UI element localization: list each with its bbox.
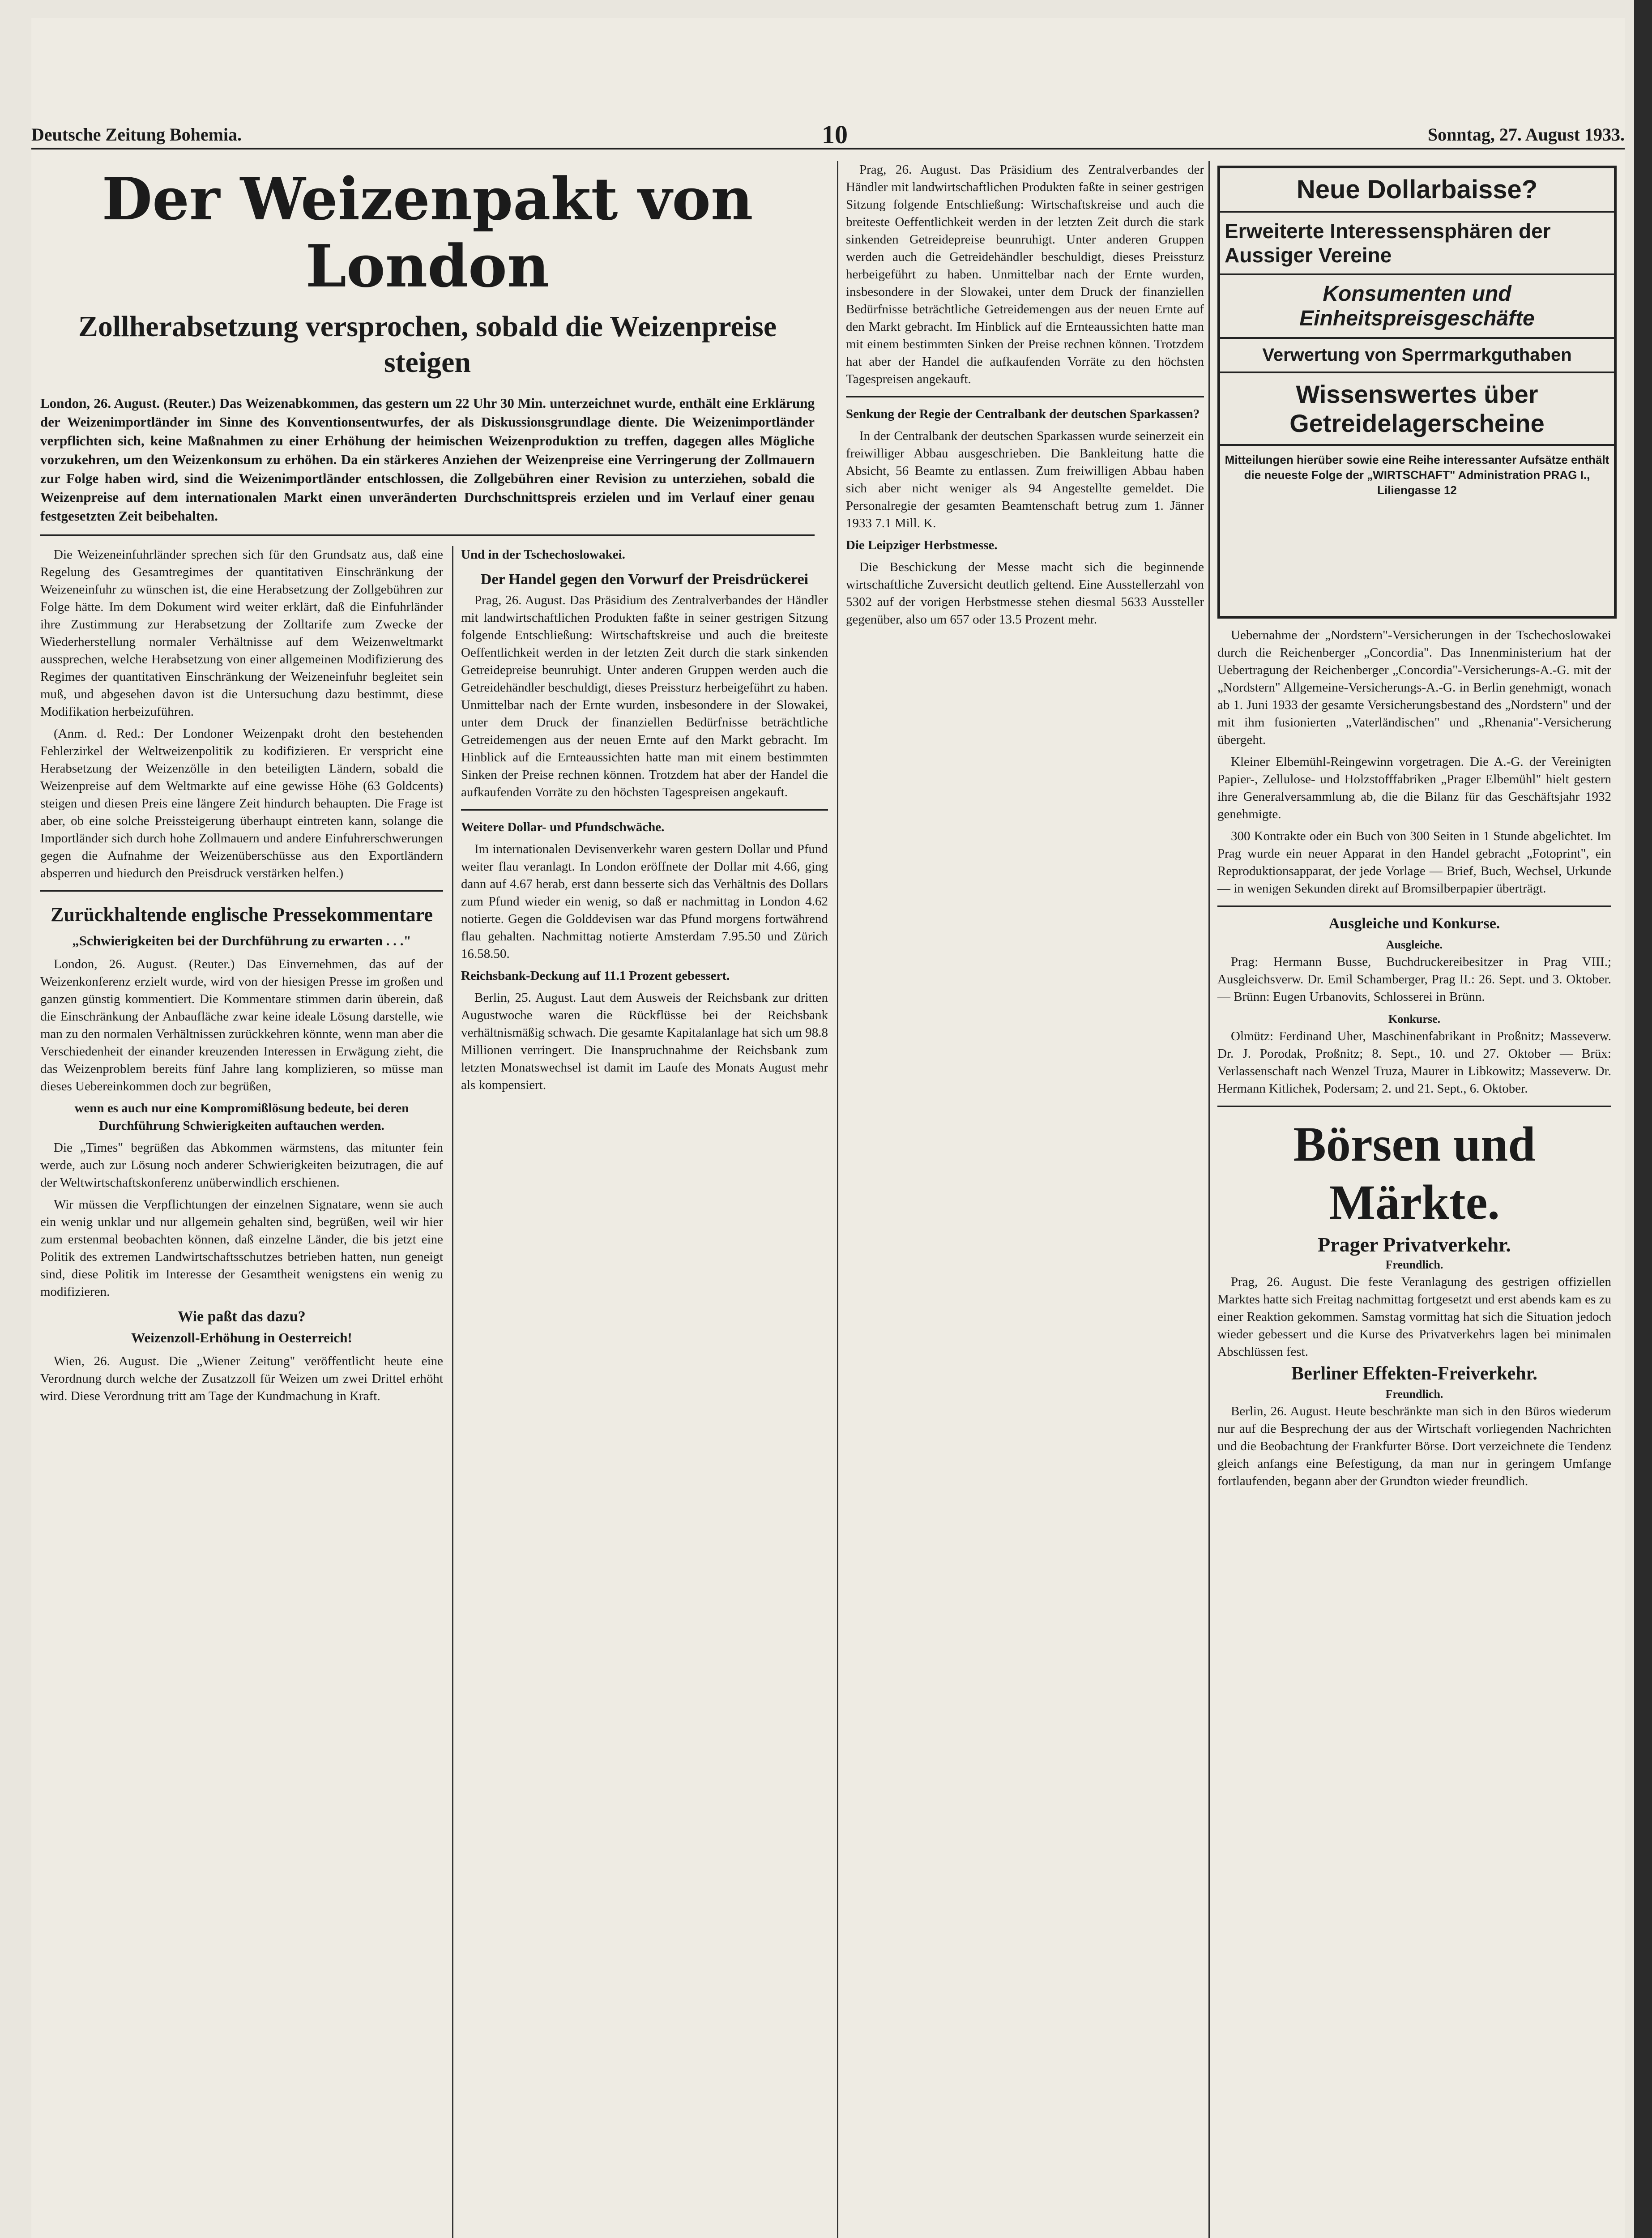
dollar-body: Im internationalen Devisenverkehr waren gestern Dollar und Pfund weiter flau veranlagt. In London eröffnete der Dollar mit 4.66, ging dann auf 4.67 herab, erst dann besserte sich das Verhältnis des Dollars zum Pfund wieder ein wenig, so daß er nachmittag in London 4.62 notierte. Gegen die Golddevisen war das Pfund morgens fortwährend flau gehalten. Nachmittag notierte Amsterdam 7.95.50 und Zürich 16.58.50. <box>461 842 828 961</box>
vienna-subhead: Weizenzoll-Erhöhung in Oesterreich! <box>131 1330 352 1345</box>
column-1 <box>40 546 443 1409</box>
divider <box>1217 1106 1611 1107</box>
divider <box>40 890 443 892</box>
reichsbank-headline: Reichsbank-Deckung auf 11.1 Prozent gebessert. <box>461 969 730 983</box>
bankruptcies-subhead: Konkurse. <box>1388 1012 1441 1025</box>
column-2 <box>461 546 828 1098</box>
leipzig-headline: Die Leipziger Herbstmesse. <box>846 538 998 552</box>
cz-continuation: Prag, 26. August. Das Präsidium des Zentralverbandes der Händler mit landwirtschaftlichen Produkten faßte in seiner gestrigen Sitzung folgende Entschließung: Wirtschaftskreise und auch die breiteste Oeffentlichkeit werden in der letzten Zeit durch die stark sinkenden Getreidepreise beunruhigt. Unter anderen Gruppen werden auch die Getreidehändler beschuldigt, dieses Preissturz herbeigeführt zu haben. Unmittelbar nach der Ernte wurden, insbesondere in der Slowakei, unter dem Druck der finanziellen Bedürfnisse beträchtliche Getreidemengen aus der neuen Ernte auf den Markt gebracht. Im Hinblick auf die Ernteaussichten hatte man mit einem bestimmten Sinken der Preise rechnen können. Trotzdem hat aber der Handel die aufkaufenden Vorräte zu den höchsten Tagespreisen angekauft. <box>846 162 1204 386</box>
newspaper-page <box>31 18 1625 2238</box>
insolvency-headline: Ausgleiche und Konkurse. <box>1328 915 1500 932</box>
english-press-subhead: „Schwierigkeiten bei der Durchführung zu erwarten . . ." <box>72 933 411 948</box>
main-headline: Der Weizenpakt von London <box>102 165 753 300</box>
markets-headline: Börsen und Märkte. <box>1293 1117 1536 1230</box>
issue-date: Sonntag, 27. August 1933. <box>1427 124 1625 145</box>
leipzig-body: Die Beschickung der Messe macht sich die beginnende wirtschaftliche Zuversicht deutlich geltend. Eine Ausstellerzahl von 5302 auf der vorigen Herbstmesse stehen diesmal 5633 Aussteller gegenüber, also um 657 oder 13.5 Prozent mehr. <box>846 560 1204 627</box>
berlin-body: Berlin, 26. August. Heute beschränkte man sich in den Büros wiederum nur auf die Besprechung der aus der Wirtschaft vorliegenden Nachrichten und die Beobachtung der Frankfurter Börse. Dort verzeichnete die Tendenz gleich anfangs eine Befestigung, da man nur in geringem Umfange fortlaufenden, begann aber der Grundton wieder freundlich. <box>1217 1404 1611 1488</box>
prague-subhead: Prager Privatverkehr. <box>1318 1233 1511 1256</box>
english-press-headline: Zurückhaltende englische Pressekommentare <box>51 904 433 926</box>
main-subheadline: Zollherabsetzung versprochen, sobald die Weizenpreise steigen <box>78 310 777 379</box>
column-rule <box>837 161 838 2238</box>
paper-name: Deutsche Zeitung Bohemia. <box>31 124 242 145</box>
prague-body: Prag, 26. August. Die feste Veranlagung des gestrigen offiziellen Marktes hatte sich Freitag nachmittag fortgesetzt und erst abends kam es zu einer Reaktion gekommen. Samstag vormittag hat sich die Situation jedoch wieder gebessert und die Kurse des Privatverkehrs lagen bei minimalen Abschlüssen fest. <box>1217 1275 1611 1359</box>
settlements-subhead: Ausgleiche. <box>1386 938 1443 951</box>
vienna-headline: Wie paßt das dazu? <box>178 1308 306 1325</box>
berlin-tendency: Freundlich. <box>1385 1388 1443 1401</box>
centralbank-headline: Senkung der Regie der Centralbank der deutschen Sparkassen? <box>846 407 1200 421</box>
ad-line-2: Erweiterte Interessensphären der Aussiger Vereine <box>1220 213 1614 275</box>
divider <box>461 809 828 811</box>
cz-headline: Der Handel gegen den Vorwurf der Preisdrückerei <box>480 571 809 588</box>
column-rule <box>1208 161 1210 2238</box>
main-body-p1: Die Weizeneinfuhrländer sprechen sich für den Grundsatz aus, daß eine Regelung des Gesamtregimes der quantitativen Einschränkung der Weizeneinfuhr zu wünschen ist, die eine Herabsetzung der Zollgebühren zur Folge hätte. Im dem Dokument wird weiter erklärt, daß die Einfuhrländer ihre Zustimmung zur Herabsetzung der Zolltarife zum Zwecke der Wiederherstellung normaler Verhältnisse auf dem Weizenweltmarkt aussprechen, welche Herabsetzung von einer allgemeinen Modifizierung des Regimes der quantitativen Einschränkung der Weizeneinfuhr begleitet sein muß, und abgesehen davon ist die Untersuchung dazu bestimmt, diese Modifikation herbeizuführen. <box>40 547 443 719</box>
settlements-body: Prag: Hermann Busse, Buchdruckereibesitzer in Prag VIII.; Ausgleichsverw. Dr. Emil Schamberger, Prag II.: 26. Sept. und 3. Oktober. — Brünn: Eugen Urbanovits, Schlosserei in Brünn. <box>1217 955 1611 1004</box>
page-number: 10 <box>821 120 848 149</box>
main-lead: London, 26. August. (Reuter.) Das Weizenabkommen, das gestern um 22 Uhr 30 Min. unterzeichnet wurde, enthält eine Erklärung der Weizenimportländer im Sinne des Konventionsentwurfes, der als Diskussionsgrundlage diente. Die Weizenimportländer verpflichten sich, keine Maßnahmen zu einer Erhöhung der heimischen Weizenproduktion zu treffen, dagegen alles Mögliche vorzukehren, um den Weizenkonsum zu erhöhen. Da ein stärkeres Anziehen der Weizenpreise eine Verringerung der Zollmauern zur Folge haben wird, sind die Weizenimportländer entschlossen, die Zollgebühren einer Revision zu unterziehen, sobald die Weizenpreise auf dem internationalen Markt einen unveränderten Durchschnittspreis erzielen und im Verlauf einer genau festgesetzten Zeit beibehalten. <box>40 394 815 536</box>
main-body-p2: (Anm. d. Red.: Der Londoner Weizenpakt droht den bestehenden Fehlerzirkel der Weltweizenpolitik zu kodifizieren. Er verspricht eine Herabsetzung der Weizenzölle in den beteiligten Ländern, sobald die Weizenpreise auf dem Weltmarkte auf eine gewisse Höhe (63 Goldcents) steigen und diesen Preis eine längere Zeit hindurch behaupten. Die Frage ist aber, ob eine solche Preissteigerung überhaupt eintreten kann, solange die Importländer sich durch hohe Zollmauern und andere Einfuhrerschwerungen gegen die Aufnahme der Weizenüberschüsse aus den Exportländern absperren und hiedurch den Preisdruck verstärken helfen.) <box>40 726 443 880</box>
column-4 <box>1217 627 1611 1495</box>
ad-line-5: Wissenswertes über Getreidelagerscheine <box>1220 373 1614 446</box>
ad-line-1: Neue Dollarbaisse? <box>1220 168 1614 213</box>
dollar-headline: Weitere Dollar- und Pfundschwäche. <box>461 820 665 834</box>
cz-body: Prag, 26. August. Das Präsidium des Zentralverbandes der Händler mit landwirtschaftlichen Produkten faßte in seiner gestrigen Sitzung folgende Entschließung: Wirtschaftskreise und auch die breiteste Oeffentlichkeit werden in der letzten Zeit durch die stark sinkenden Getreidepreise beunruhigt. Unter anderen Gruppen werden auch die Getreidehändler beschuldigt, dieses Preissturz herbeigeführt zu haben. Unmittelbar nach der Ernte wurden, insbesondere in der Slowakei, unter dem Druck der finanziellen Bedürfnisse beträchtliche Getreidemengen aus der neuen Ernte auf den Markt gebracht. Im Hinblick auf die Ernteaussichten hatte man mit einem bestimmten Sinken der Preise rechnen können. Trotzdem hat aber der Handel die aufkaufenden Vorräte zu den höchsten Tagespreisen angekauft. <box>461 593 828 799</box>
fotoprint-item: 300 Kontrakte oder ein Buch von 300 Seiten in 1 Stunde abgelichtet. Im Prag wurde ein neuer Apparat in den Handel gebracht „Fotoprint", ein Reproduktionsapparat, der jede Vorlage — Brief, Buch, Wechsel, Urkunde — in wenigen Sekunden direkt auf Bromsilberpapier überträgt. <box>1217 829 1611 896</box>
english-press-p4: Wir müssen die Verpflichtungen der einzelnen Signatare, wenn sie auch ein wenig unklar und nur allgemein gehalten sind, begrüßen, weil wir hier zum erstenmal beobachten können, daß einzelne Länder, die bis jetzt eine Politik des extremen Landwirtschaftsschutzes betrieben hatten, nun geneigt sind, diese Politik im Interesse der Gesamtheit wenigstens ein wenig zu modifizieren. <box>40 1197 443 1299</box>
elbemuehl-item: Kleiner Elbemühl-Reingewinn vorgetragen. Die A.-G. der Vereinigten Papier-, Zellulose- und Holzstofffabriken „Prager Elbemühl" hielt gestern ihre Generalversammlung ab, die die Bilanz für das Geschäftsjahr 1932 genehmigte. <box>1217 755 1611 821</box>
ad-line-3: Konsumenten und Einheitspreisgeschäfte <box>1220 275 1614 339</box>
scan-edge <box>1634 0 1652 2238</box>
column-rule <box>452 546 453 2238</box>
english-press-p1: London, 26. August. (Reuter.) Das Einvernehmen, das auf der Weizenkonferenz erzielt wurde, wird von der hiesigen Presse im großen und ganzen günstig kommentiert. Die Kommentare stimmen darin überein, daß die Einschränkung der Anbaufläche zwar keine ideale Lösung darstelle, wie man zu den normalen Verhältnissen zurückkehren könnte, wenn man aber die Verschiedenheit der einander kreuzenden Interessen in Erwägung zieht, die das Weizenproblem bereits fünf Jahre lang komplizieren, so müsse man dieses Uebereinkommen doch zur begrüßen, <box>40 957 443 1093</box>
divider <box>846 396 1204 397</box>
wirtschaft-advertisement <box>1217 166 1617 619</box>
column-3 <box>846 161 1204 633</box>
english-press-p3: Die „Times" begrüßen das Abkommen wärmstens, das mitunter fein werde, auch zur Lösung noch anderer Schwierigkeiten beizutragen, die auf der Weltwirtschaftskonferenz unüberwindlich erschienen. <box>40 1140 443 1190</box>
main-article-header <box>40 161 815 547</box>
english-press-p2: wenn es auch nur eine Kompromißlösung bedeute, bei deren Durchführung Schwierigkeiten auftauchen werden. <box>74 1101 409 1133</box>
masthead <box>31 121 1625 149</box>
bankruptcies-body: Olmütz: Ferdinand Uher, Maschinenfabrikant in Proßnitz; Masseverw. Dr. J. Porodak, Proßnitz; 8. Sept., 10. und 27. Oktober — Brüx: Verlassenschaft nach Wenzel Truza, Maurer in Libkowitz; Masseverw. Dr. Hermann Kitlichek, Podersam; 2. und 21. Sept., 6. Oktober. <box>1217 1029 1611 1096</box>
nordstern-item: Uebernahme der „Nordstern"-Versicherungen in der Tschechoslowakei durch die Reichenberger „Concordia". Das Innenministerium hat der Uebertragung der Reichenberger „Concordia"-Versicherungs-A.-G. mit der „Nordstern" Allgemeine-Versicherungs-A.-G. in Berlin genehmigt, wonach ab 1. Juni 1933 der gesamte Versicherungsbestand des „Nordstern" und der mit ihm fusionierten „Vaterländischen" und „Rhenania"-Versicherung übergeht. <box>1217 628 1611 747</box>
prague-tendency: Freundlich. <box>1385 1258 1443 1271</box>
ad-line-6: Mitteilungen hierüber sowie eine Reihe interessanter Aufsätze enthält die neueste Folge der „WIRTSCHAFT" Administration PRAG I., Liliengasse 12 <box>1225 453 1609 497</box>
divider <box>1217 905 1611 907</box>
vienna-body: Wien, 26. August. Die „Wiener Zeitung" veröffentlicht heute eine Verordnung durch welche der Zusatzzoll für Weizen um zwei Drittel erhöht wird. Diese Verordnung tritt am Tage der Kundmachung in Kraft. <box>40 1354 443 1403</box>
berlin-subhead: Berliner Effekten-Freiverkehr. <box>1291 1363 1537 1384</box>
cz-intro: Und in der Tschechoslowakei. <box>461 547 625 562</box>
ad-line-4: Verwertung von Sperrmarkguthaben <box>1220 339 1614 373</box>
centralbank-body: In der Centralbank der deutschen Sparkassen wurde seinerzeit ein freiwilliger Abbau ausgeschrieben. Die Bankleitung hatte die Absicht, 56 Beamte zu entlassen. Zum freiwilligen Abbau haben sich aber nicht weniger als 94 Angestellte gemeldet. Die Personalregie der gesamten Beamtenschaft betrug zum 1. Jänner 1933 7.1 Mill. K. <box>846 429 1204 530</box>
reichsbank-body: Berlin, 25. August. Laut dem Ausweis der Reichsbank zur dritten Augustwoche waren die Rückflüsse bei der Reichsbank verhältnismäßig schwach. Die gesamte Kapitalanlage hat sich um 98.8 Millionen verringert. Die Inanspruchnahme der Reichsbank zum letzten Monatswechsel ist damit im Laufe des Monats August mehr als kompensiert. <box>461 991 828 1092</box>
